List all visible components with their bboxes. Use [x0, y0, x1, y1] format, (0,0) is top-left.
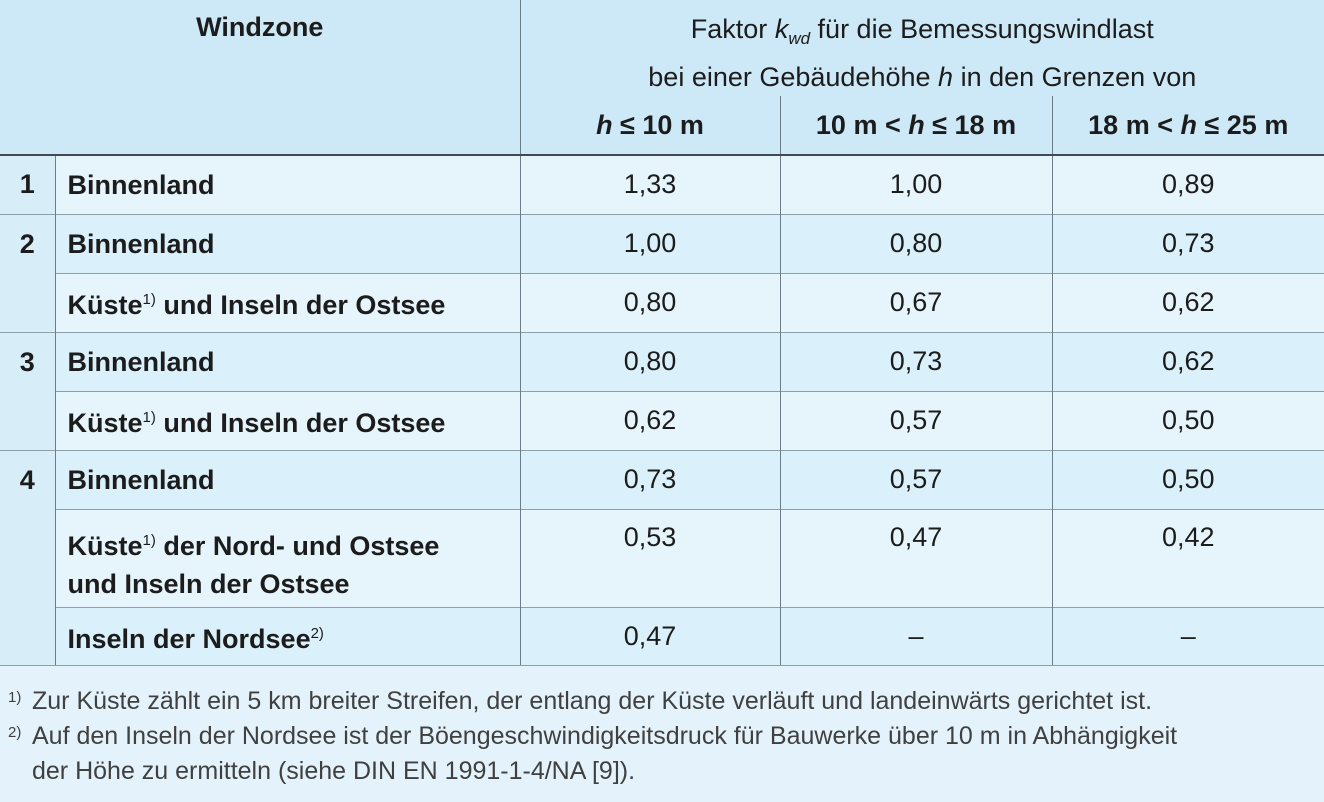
footnote-2-mark: 2)	[8, 724, 22, 741]
footnote-mark: 1)	[142, 409, 156, 426]
footnotes	[0, 665, 1324, 802]
footnote-2-text-line2: der Höhe zu ermitteln (siehe DIN EN 1991-1-4/NA [9]).	[32, 757, 636, 785]
header-col-2-h: h	[908, 109, 925, 140]
table-row	[0, 450, 1324, 509]
header-faktor-k: k	[774, 14, 789, 44]
value-cell: 0,80	[780, 214, 1052, 273]
footnote-1-text: Zur Küste zählt ein 5 km breiter Streifen, der entlang der Küste verläuft und landeinwärts gerichtet ist.	[32, 687, 1153, 715]
value-cell: 0,57	[780, 391, 1052, 450]
header-col-3: 18 m < h ≤ 25 m	[1052, 96, 1324, 155]
value-cell: 0,62	[1052, 332, 1324, 391]
header-col-3-h: h	[1180, 109, 1197, 140]
header-faktor-rest: für die Bemessungswindlast	[810, 14, 1154, 44]
value-cell: 1,00	[780, 155, 1052, 214]
value-cell: 0,67	[780, 273, 1052, 332]
value-cell: 0,80	[520, 273, 780, 332]
footnote-2-text-line1: Auf den Inseln der Nordsee ist der Böengeschwindigkeitsdruck für Bauwerke über 10 m in Abhängigkeit	[32, 722, 1178, 750]
header-line2-rest: in den Grenzen von	[953, 62, 1197, 92]
value-cell: –	[1052, 607, 1324, 666]
zone-label: Inseln der Nordsee$^{2)}$	[55, 607, 520, 666]
zone-label: Binnenland	[55, 155, 520, 214]
footnote-mark: 2)	[310, 625, 324, 643]
value-cell: 0,62	[1052, 273, 1324, 332]
zone-number: 1	[0, 155, 55, 214]
zone-label: Küste$^{1)}$ und Inseln der Ostsee	[55, 273, 520, 332]
table-row	[0, 273, 1324, 332]
zone-number: 4	[0, 450, 55, 666]
header-faktor-prefix: Faktor	[690, 14, 775, 44]
value-cell: 0,50	[1052, 450, 1324, 509]
header-col-2: 10 m < h ≤ 18 m	[780, 96, 1052, 155]
header-col-1-h: h	[596, 109, 613, 140]
zone-label: Küste$^{1)}$ der Nord- und Ostsee und Inseln der Ostsee	[55, 509, 520, 607]
value-cell: 0,73	[1052, 214, 1324, 273]
zone-label: Binnenland	[55, 214, 520, 273]
zone-label: Küste$^{1)}$ und Inseln der Ostsee	[55, 391, 520, 450]
table-row	[0, 332, 1324, 391]
value-cell: 0,73	[780, 332, 1052, 391]
zone-number: 3	[0, 332, 55, 450]
header-line2-h: h	[938, 62, 954, 92]
value-cell: 0,47	[520, 607, 780, 666]
zone-label: Binnenland	[55, 450, 520, 509]
footnote-2	[0, 719, 1324, 789]
value-cell: 1,00	[520, 214, 780, 273]
table-row	[0, 155, 1324, 214]
table-row	[0, 214, 1324, 273]
table-row	[0, 391, 1324, 450]
header-faktor-sub: wd	[788, 29, 811, 48]
header-faktor	[520, 0, 1324, 96]
value-cell: 0,57	[780, 450, 1052, 509]
table-row	[0, 509, 1324, 607]
value-cell: 0,80	[520, 332, 780, 391]
value-cell: –	[780, 607, 1052, 666]
header-line2-prefix: bei einer Gebäudehöhe	[648, 62, 939, 92]
value-cell: 1,33	[520, 155, 780, 214]
zone-label: Binnenland	[55, 332, 520, 391]
footnote-mark: 1)	[142, 291, 156, 308]
value-cell: 0,53	[520, 509, 780, 607]
header-col-1: h ≤ 10 m	[520, 96, 780, 155]
zone-number: 2	[0, 214, 55, 332]
footnote-mark: 1)	[142, 531, 156, 549]
header-windzone: Windzone	[0, 0, 520, 155]
value-cell: 0,50	[1052, 391, 1324, 450]
footnote-1-mark: 1)	[8, 689, 22, 706]
value-cell: 0,42	[1052, 509, 1324, 607]
value-cell: 0,47	[780, 509, 1052, 607]
value-cell: 0,89	[1052, 155, 1324, 214]
footnote-1	[0, 684, 1324, 719]
table-row	[0, 607, 1324, 666]
value-cell: 0,73	[520, 450, 780, 509]
value-cell: 0,62	[520, 391, 780, 450]
